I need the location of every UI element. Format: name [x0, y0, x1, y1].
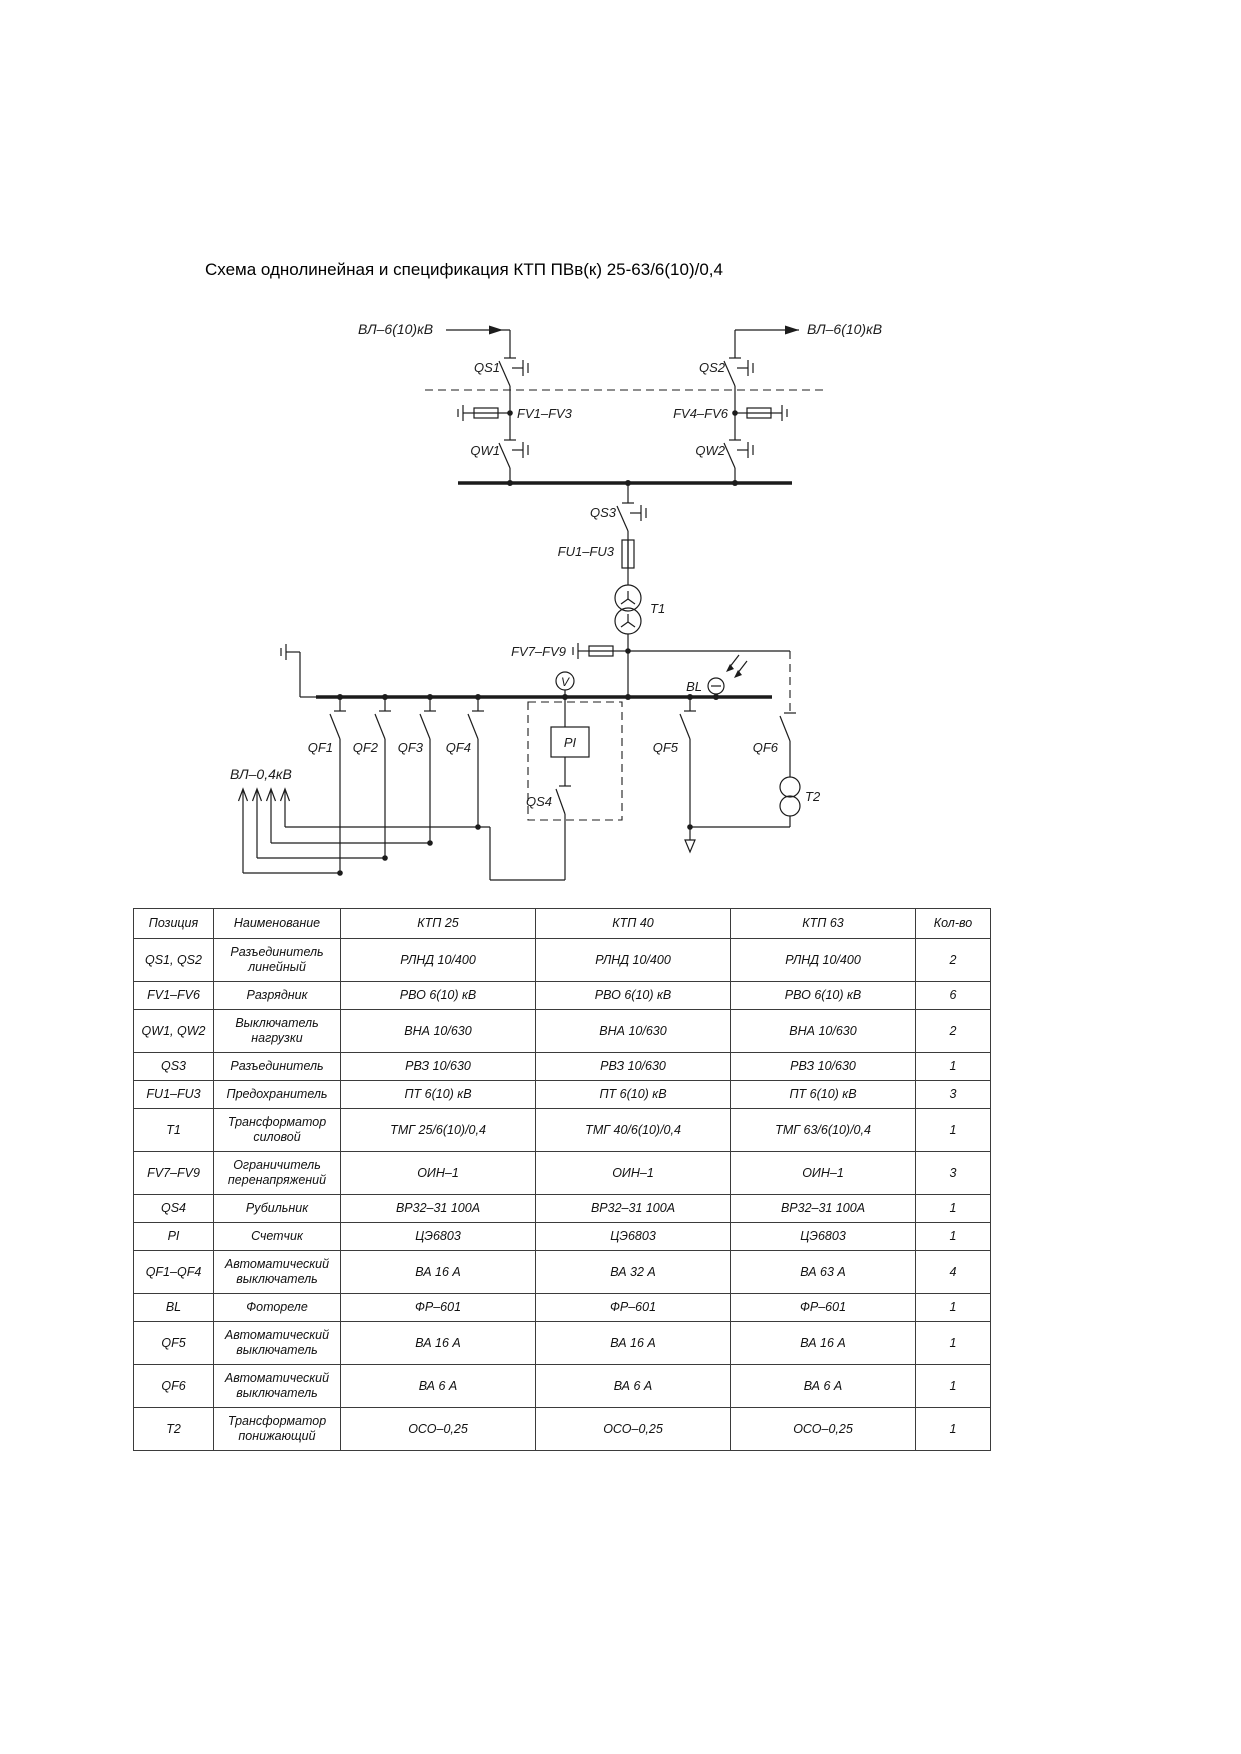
lv-feeder-routing — [230, 766, 490, 876]
qs2-disconnector — [699, 358, 753, 413]
light-rays-icon — [726, 655, 747, 678]
table-row — [134, 1195, 991, 1223]
cell-ktp40: ОСО–0,25 — [536, 1408, 731, 1451]
cell-qty: 4 — [916, 1251, 991, 1294]
cell-ktp40: ФР–601 — [536, 1294, 731, 1322]
cell-ktp63: РЛНД 10/400 — [731, 939, 916, 982]
header-ktp63: КТП 63 — [731, 909, 916, 939]
cell-ktp63: ВР32–31 100А — [731, 1195, 916, 1223]
table-row — [134, 1081, 991, 1109]
label-pi-meter: PI — [563, 735, 577, 750]
cell-ktp40: РЛНД 10/400 — [536, 939, 731, 982]
label-qf3: QF3 — [397, 740, 423, 755]
table-row — [134, 939, 991, 982]
label-qf5: QF5 — [652, 740, 678, 755]
table-row — [134, 1408, 991, 1451]
cell-ktp63: ФР–601 — [731, 1294, 916, 1322]
cell-qty: 1 — [916, 1294, 991, 1322]
cell-name: Автоматический выключатель — [214, 1251, 341, 1294]
table-row — [134, 1053, 991, 1081]
cell-qty: 1 — [916, 1195, 991, 1223]
cell-position: QF6 — [134, 1365, 214, 1408]
cell-name: Рубильник — [214, 1195, 341, 1223]
qf4-breaker — [446, 697, 484, 827]
cell-ktp63: ВА 6 А — [731, 1365, 916, 1408]
cell-ktp63: ЦЭ6803 — [731, 1223, 916, 1251]
label-qf1: QF1 — [307, 740, 333, 755]
table-row — [134, 1223, 991, 1251]
hv-busbar — [458, 480, 792, 486]
cell-qty: 3 — [916, 1081, 991, 1109]
earth-arrow-icon — [685, 840, 695, 852]
label-fv4-fv6: FV4–FV6 — [673, 406, 728, 421]
cell-name: Разъединитель — [214, 1053, 341, 1081]
cell-position: BL — [134, 1294, 214, 1322]
cell-ktp25: РВО 6(10) кВ — [341, 982, 536, 1010]
table-header-row — [134, 909, 991, 939]
label-fv7-fv9: FV7–FV9 — [511, 644, 566, 659]
cell-name: Разъединитель линейный — [214, 939, 341, 982]
label-voltmeter: V — [560, 675, 570, 689]
cell-ktp25: ПТ 6(10) кВ — [341, 1081, 536, 1109]
cell-position: QS3 — [134, 1053, 214, 1081]
cell-ktp63: ОСО–0,25 — [731, 1408, 916, 1451]
cell-ktp63: ОИН–1 — [731, 1152, 916, 1195]
table-row — [134, 1010, 991, 1053]
cell-ktp25: ОИН–1 — [341, 1152, 536, 1195]
qf2-breaker — [353, 697, 391, 858]
cell-ktp25: ВА 16 А — [341, 1251, 536, 1294]
cell-position: FV1–FV6 — [134, 982, 214, 1010]
cell-ktp63: ТМГ 63/6(10)/0,4 — [731, 1109, 916, 1152]
label-t1: T1 — [650, 601, 666, 616]
cell-ktp25: ФР–601 — [341, 1294, 536, 1322]
cell-ktp25: РЛНД 10/400 — [341, 939, 536, 982]
qs3-disconnector — [590, 483, 646, 540]
cell-ktp40: ТМГ 40/6(10)/0,4 — [536, 1109, 731, 1152]
label-qs1: QS1 — [473, 360, 500, 375]
cell-ktp40: ВА 32 А — [536, 1251, 731, 1294]
cell-ktp63: ВНА 10/630 — [731, 1010, 916, 1053]
cell-ktp25: ТМГ 25/6(10)/0,4 — [341, 1109, 536, 1152]
cell-ktp25: ВА 6 А — [341, 1365, 536, 1408]
fv1-fv3-arrester — [458, 405, 573, 421]
cell-qty: 1 — [916, 1053, 991, 1081]
header-qty: Кол-во — [916, 909, 991, 939]
cell-name: Автоматический выключатель — [214, 1322, 341, 1365]
cell-ktp25: ВР32–31 100А — [341, 1195, 536, 1223]
metering-circuit — [490, 697, 622, 880]
cell-position: T2 — [134, 1408, 214, 1451]
header-name: Наименование — [214, 909, 341, 939]
label-qw1: QW1 — [470, 443, 500, 458]
qf1-breaker — [308, 697, 346, 873]
cell-position: QF1–QF4 — [134, 1251, 214, 1294]
cell-qty: 1 — [916, 1223, 991, 1251]
cell-ktp40: ВА 16 А — [536, 1322, 731, 1365]
table-row — [134, 1251, 991, 1294]
table-row — [134, 1365, 991, 1408]
qs1-disconnector — [474, 358, 528, 413]
cell-position: QS1, QS2 — [134, 939, 214, 982]
cell-qty: 1 — [916, 1365, 991, 1408]
label-incoming-left: ВЛ–6(10)кВ — [358, 321, 434, 337]
header-ktp25: КТП 25 — [341, 909, 536, 939]
header-position: Позиция — [134, 909, 214, 939]
cell-name: Разрядник — [214, 982, 341, 1010]
label-t2: T2 — [805, 789, 821, 804]
cell-ktp40: ВР32–31 100А — [536, 1195, 731, 1223]
qf6-t2-branch — [690, 713, 821, 827]
fv7-fv9-surge-limiter — [511, 643, 631, 659]
label-qf4: QF4 — [445, 740, 471, 755]
cell-name: Предохранитель — [214, 1081, 341, 1109]
label-fv1-fv3: FV1–FV3 — [517, 406, 572, 421]
table-header — [134, 909, 991, 939]
cell-position: QF5 — [134, 1322, 214, 1365]
cell-ktp63: РВО 6(10) кВ — [731, 982, 916, 1010]
cell-ktp63: ПТ 6(10) кВ — [731, 1081, 916, 1109]
specification-table — [133, 908, 991, 1451]
cell-name: Фотореле — [214, 1294, 341, 1322]
table-row — [134, 1322, 991, 1365]
cell-qty: 2 — [916, 1010, 991, 1053]
cell-position: PI — [134, 1223, 214, 1251]
cell-ktp40: РВО 6(10) кВ — [536, 982, 731, 1010]
cell-ktp25: ОСО–0,25 — [341, 1408, 536, 1451]
cell-qty: 1 — [916, 1109, 991, 1152]
cell-qty: 2 — [916, 939, 991, 982]
table-body — [134, 939, 991, 1451]
cell-name: Трансформатор понижающий — [214, 1408, 341, 1451]
label-fu1-fu3: FU1–FU3 — [557, 544, 614, 559]
arrow-right-icon — [785, 326, 799, 335]
cell-ktp40: ВА 6 А — [536, 1365, 731, 1408]
cell-position: FV7–FV9 — [134, 1152, 214, 1195]
voltmeter — [556, 672, 574, 697]
cell-ktp40: ЦЭ6803 — [536, 1223, 731, 1251]
qf5-breaker — [653, 697, 696, 852]
cell-ktp40: ОИН–1 — [536, 1152, 731, 1195]
cell-ktp40: РВЗ 10/630 — [536, 1053, 731, 1081]
fu1-fu3-fuse — [558, 540, 634, 585]
cell-name: Выключатель нагрузки — [214, 1010, 341, 1053]
cell-ktp63: ВА 63 А — [731, 1251, 916, 1294]
table-row — [134, 1109, 991, 1152]
table-row — [134, 982, 991, 1010]
cell-ktp25: ВА 16 А — [341, 1322, 536, 1365]
cell-ktp25: РВЗ 10/630 — [341, 1053, 536, 1081]
bl-photo-relay — [686, 655, 747, 697]
cell-ktp25: ЦЭ6803 — [341, 1223, 536, 1251]
label-qf2: QF2 — [352, 740, 378, 755]
cell-position: FU1–FU3 — [134, 1081, 214, 1109]
cell-qty: 3 — [916, 1152, 991, 1195]
incoming-line-left — [358, 321, 510, 358]
cell-name: Счетчик — [214, 1223, 341, 1251]
label-qs3: QS3 — [589, 505, 616, 520]
earth-connection-icon — [281, 644, 316, 697]
cell-name: Трансформатор силовой — [214, 1109, 341, 1152]
incoming-line-right — [735, 321, 882, 358]
t1-transformer — [615, 585, 665, 697]
table-row — [134, 1152, 991, 1195]
label-bl: BL — [686, 679, 702, 694]
cell-position: QS4 — [134, 1195, 214, 1223]
cell-position: QW1, QW2 — [134, 1010, 214, 1053]
cell-ktp63: ВА 16 А — [731, 1322, 916, 1365]
fv4-fv6-arrester — [673, 405, 787, 421]
arrow-right-icon — [489, 326, 503, 335]
cell-ktp63: РВЗ 10/630 — [731, 1053, 916, 1081]
qf3-breaker — [398, 697, 436, 843]
cell-qty: 1 — [916, 1408, 991, 1451]
label-qw2: QW2 — [695, 443, 725, 458]
page-title: Схема однолинейная и спецификация КТП ПВв(к) 25-63/6(10)/0,4 — [205, 260, 723, 279]
cell-position: T1 — [134, 1109, 214, 1152]
cell-ktp40: ПТ 6(10) кВ — [536, 1081, 731, 1109]
header-ktp40: КТП 40 — [536, 909, 731, 939]
cell-qty: 6 — [916, 982, 991, 1010]
label-outgoing-lv: ВЛ–0,4кВ — [230, 766, 292, 782]
table-row — [134, 1294, 991, 1322]
cell-name: Ограничитель перенапряжений — [214, 1152, 341, 1195]
cell-ktp25: ВНА 10/630 — [341, 1010, 536, 1053]
label-qs4: QS4 — [525, 794, 552, 809]
qw1-load-switch — [470, 413, 528, 483]
cell-name: Автоматический выключатель — [214, 1365, 341, 1408]
cell-ktp40: ВНА 10/630 — [536, 1010, 731, 1053]
label-incoming-right: ВЛ–6(10)кВ — [807, 321, 883, 337]
label-qf6: QF6 — [752, 740, 778, 755]
label-qs2: QS2 — [698, 360, 725, 375]
qw2-load-switch — [695, 413, 753, 483]
cell-qty: 1 — [916, 1322, 991, 1365]
